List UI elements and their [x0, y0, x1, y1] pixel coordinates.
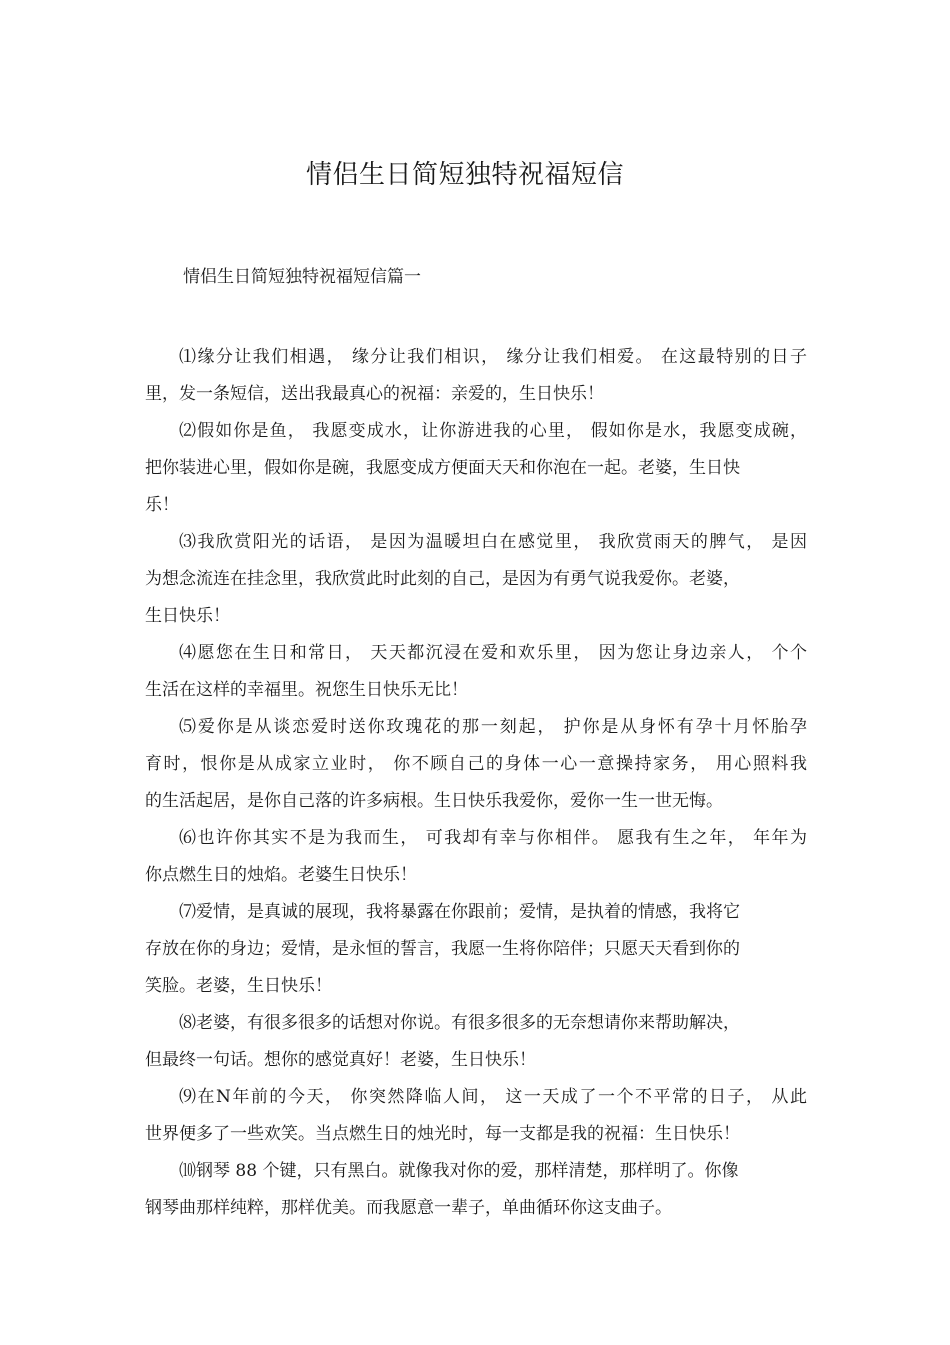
paragraph-7 — [145, 894, 807, 1005]
text-line: 生日快乐！ — [145, 606, 230, 626]
text-line: ⑴缘分让我们相遇， 缘分让我们相识， 缘分让我们相爱。 在这最特别的日子 — [179, 347, 807, 367]
text-line: ⑵假如你是鱼， 我愿变成水，让你游进我的心里， 假如你是水，我愿变成碗， — [179, 421, 807, 441]
text-line: 世界便多了一些欢笑。当点燃生日的烛光时，每一支都是我的祝福：生日快乐！ — [145, 1124, 740, 1144]
paragraph-5 — [145, 709, 807, 820]
text-line: ⑶我欣赏阳光的话语， 是因为温暖坦白在感觉里， 我欣赏雨天的脾气， 是因 — [179, 532, 807, 552]
text-line: ⑼在N年前的今天， 你突然降临人间， 这一天成了一个不平常的日子， 从此 — [179, 1087, 807, 1107]
text-line: 为想念流连在挂念里，我欣赏此时此刻的自己，是因为有勇气说我爱你。老婆， — [145, 569, 740, 589]
paragraph-1 — [145, 339, 807, 413]
paragraph-10 — [145, 1153, 807, 1227]
text-line: 笑脸。老婆，生日快乐！ — [145, 976, 332, 996]
text-line: 育时，恨你是从成家立业时， 你不顾自己的身体一心一意操持家务， 用心照料我 — [145, 754, 807, 774]
text-line: 你点燃生日的烛焰。老婆生日快乐！ — [145, 865, 417, 885]
paragraph-9 — [145, 1079, 807, 1153]
document-body — [145, 339, 807, 1227]
text-line: 存放在你的身边；爱情，是永恒的誓言，我愿一生将你陪伴；只愿天天看到你的 — [145, 939, 740, 959]
text-line: 但最终一句话。想你的感觉真好！老婆，生日快乐！ — [145, 1050, 536, 1070]
text-line: 钢琴曲那样纯粹，那样优美。而我愿意一辈子，单曲循环你这支曲子。 — [145, 1198, 672, 1218]
paragraph-4 — [145, 635, 807, 709]
text-line: ⑺爱情，是真诚的展现，我将暴露在你跟前；爱情，是执着的情感，我将它 — [179, 902, 740, 922]
section-heading: 情侣生日简短独特祝福短信篇一 — [183, 267, 421, 287]
text-line: 把你装进心里，假如你是碗，我愿变成方便面天天和你泡在一起。老婆，生日快 — [145, 458, 740, 478]
paragraph-3 — [145, 524, 807, 635]
text-line: 乐！ — [145, 495, 179, 515]
text-line: 生活在这样的幸福里。祝您生日快乐无比！ — [145, 680, 468, 700]
text-line: ⑻老婆，有很多很多的话想对你说。有很多很多的无奈想请你来帮助解决， — [179, 1013, 740, 1033]
paragraph-8 — [145, 1005, 807, 1079]
paragraph-6 — [145, 820, 807, 894]
text-line: ⑷愿您在生日和常日， 天天都沉浸在爱和欢乐里， 因为您让身边亲人， 个个 — [179, 643, 807, 663]
text-line: ⑹也许你其实不是为我而生， 可我却有幸与你相伴。 愿我有生之年， 年年为 — [179, 828, 807, 848]
text-line: 里，发一条短信，送出我最真心的祝福：亲爱的，生日快乐！ — [145, 384, 604, 404]
text-line: 的生活起居，是你自己落的许多病根。生日快乐我爱你，爱你一生一世无悔。 — [145, 791, 723, 811]
text-line: ⑸爱你是从谈恋爱时送你玫瑰花的那一刻起， 护你是从身怀有孕十月怀胎孕 — [179, 717, 807, 737]
document-title: 情侣生日简短独特祝福短信 — [305, 160, 624, 190]
text-line: ⑽钢琴 88 个键，只有黑白。就像我对你的爱，那样清楚，那样明了。你像 — [179, 1161, 739, 1181]
paragraph-2 — [145, 413, 807, 524]
